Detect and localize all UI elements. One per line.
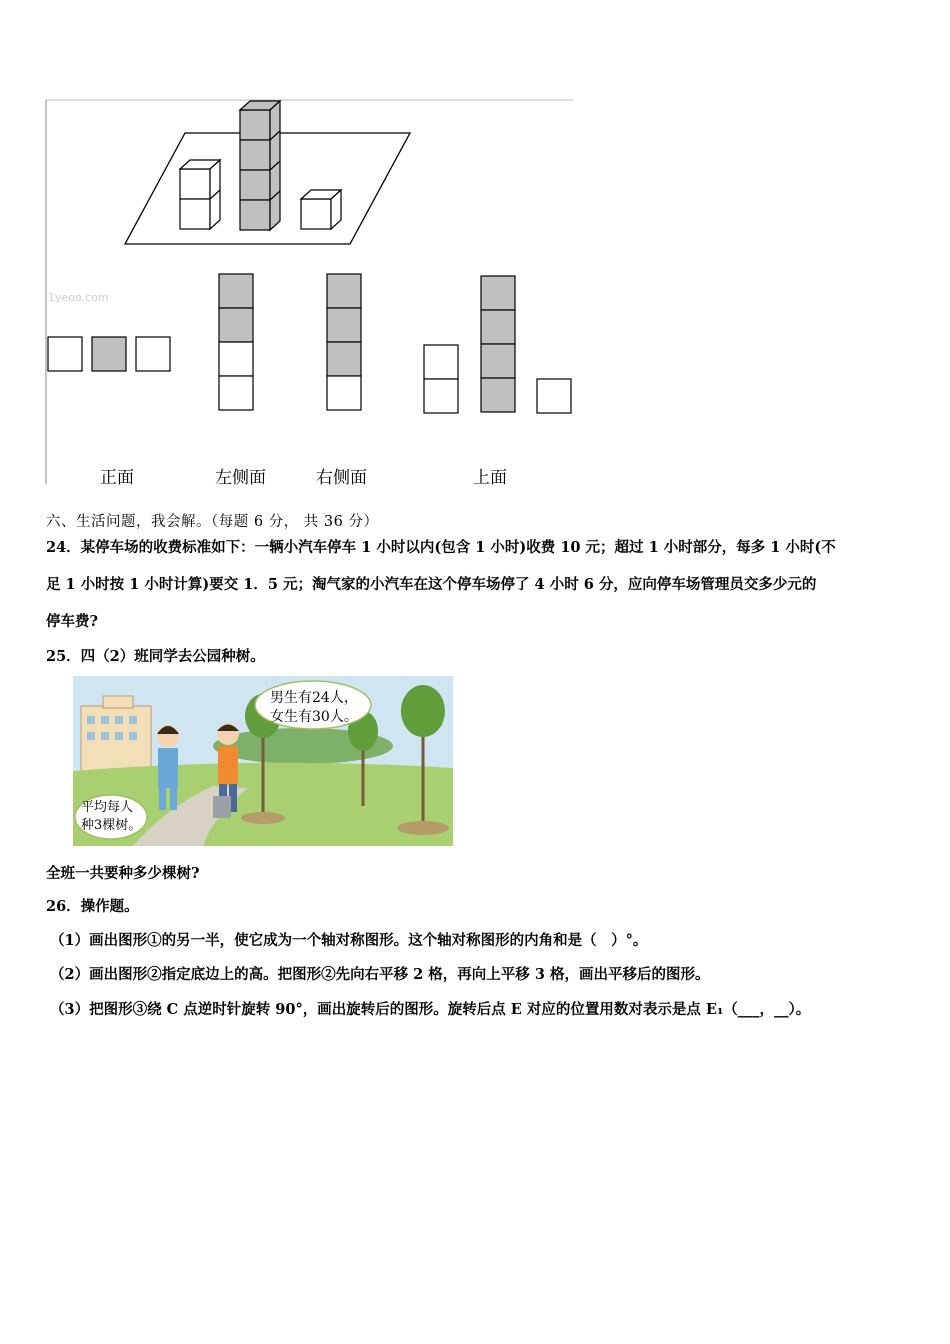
q24-line2: 足 1 小时按 1 小时计算)要交 1．5 元；淘气家的小汽车在这个停车场停了 4 小时 6 分，应向停车场管理员交多少元的 <box>46 576 817 593</box>
label-top: 上面 <box>473 468 507 488</box>
bubble-left-line2: 种3棵树。 <box>81 818 142 833</box>
label-right-side: 右侧面 <box>316 468 367 488</box>
view-front <box>48 337 170 371</box>
q25-question: 全班一共要种多少棵树? <box>46 865 200 882</box>
q26-item1: （1）画出图形①的另一半，使它成为一个轴对称图形。这个轴对称图形的内角和是（ ）°。 <box>50 932 648 949</box>
label-front: 正面 <box>100 468 134 488</box>
view-top <box>424 276 571 413</box>
cube-single <box>301 190 341 229</box>
label-left-side: 左侧面 <box>215 468 266 488</box>
bubble-right <box>270 689 358 727</box>
cube-views-figure <box>45 99 575 484</box>
q24-line3: 停车费? <box>46 613 98 630</box>
bubble-left-line1: 平均每人 <box>81 800 134 815</box>
q26-title: 26．操作题。 <box>46 898 139 915</box>
cube-stack-2 <box>180 160 220 229</box>
q25-title: 25．四（2）班同学去公园种树。 <box>46 648 265 665</box>
watermark-text: 1yeoo.com <box>48 291 109 304</box>
q26-item2: （2）画出图形②指定底边上的高。把图形②先向右平移 2 格，再向上平移 3 格，画出平移后的图形。 <box>50 966 710 983</box>
view-left <box>219 274 253 410</box>
bubble-right-line1: 男生有24人， <box>270 690 358 706</box>
q24-line1: 24．某停车场的收费标准如下：一辆小汽车停车 1 小时以内(包含 1 小时)收费 10 元；超过 1 小时部分，每多 1 小时(不 <box>46 539 836 556</box>
bubble-right-line2: 女生有30人。 <box>270 709 358 725</box>
bubble-left <box>81 799 141 835</box>
cube-stack-4 <box>240 101 280 230</box>
view-right <box>327 274 361 410</box>
section-6-heading: 六、生活问题，我会解。（每题 6 分， 共 36 分） <box>46 514 379 530</box>
q26-item3: （3）把图形③绕 C 点逆时针旋转 90°，画出旋转后的图形。旋转后点 E 对应的位置用数对表示是点 E₁（___，__）。 <box>50 1001 811 1018</box>
